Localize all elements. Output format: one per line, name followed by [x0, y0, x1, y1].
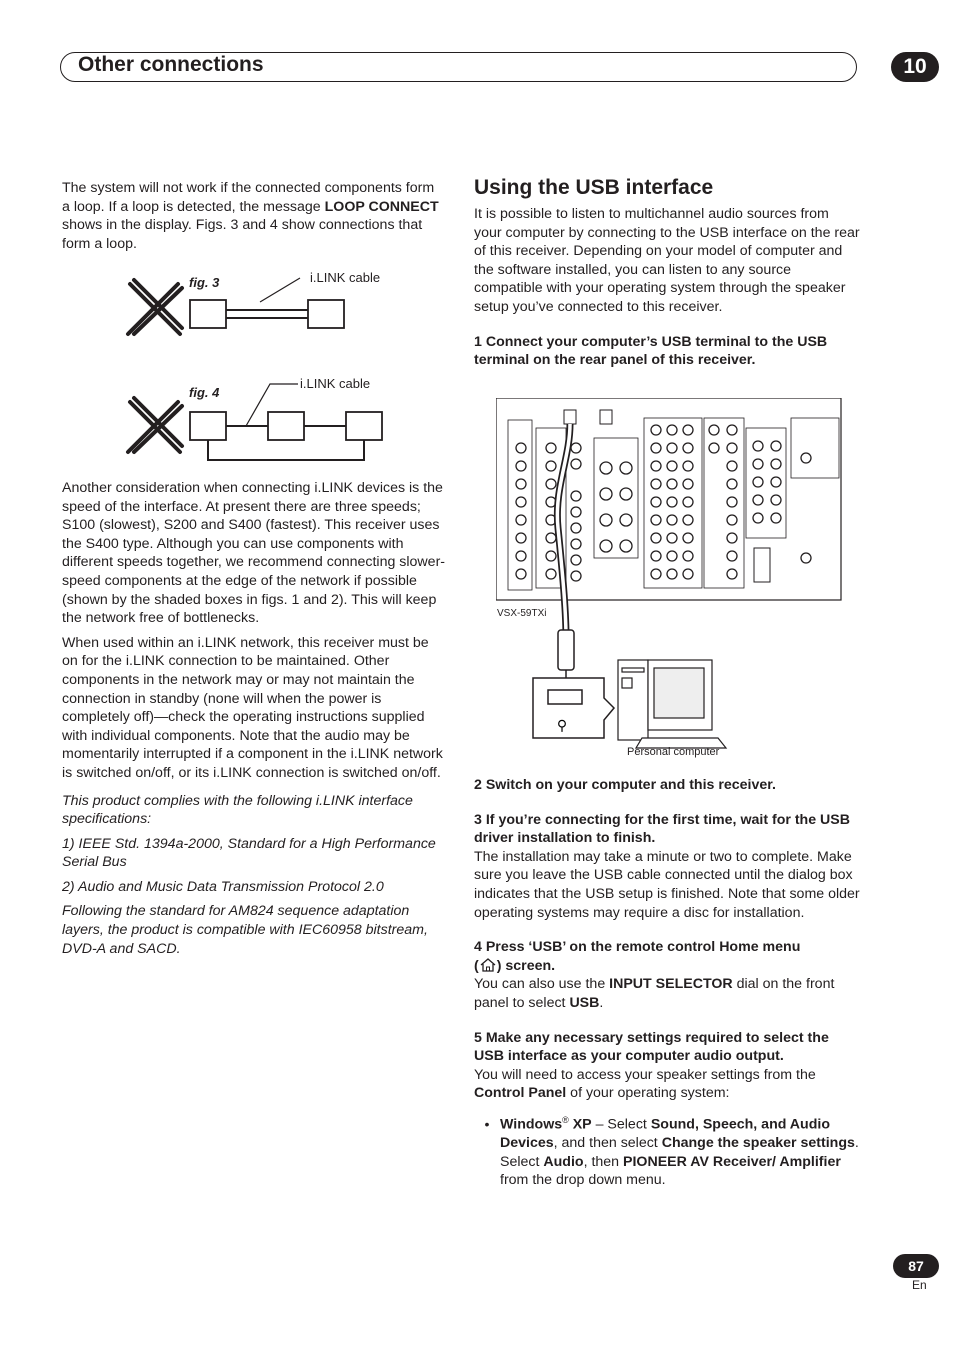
loop-paragraph: The system will not work if the connected components form a loop. If a loop is detected, the message LOOP CONNECT shows in the display. Figs. 3 and 4 show connections that form a loop.	[62, 180, 439, 252]
step-5: 5 Make any necessary settings required to select the USB interface as your computer audio output.	[474, 1029, 829, 1065]
cross-mark-icon	[128, 280, 182, 334]
language-code: En	[912, 1278, 927, 1292]
right-steps	[474, 776, 860, 1196]
step-3: 3 If you’re connecting for the first time, wait for the USB driver installation to finish.	[474, 811, 851, 847]
usb-intro: It is possible to listen to multichannel audio sources from your computer by connecting to the USB interface on the rear of this receiver. Depending on your model of computer and the software installed, you can listen to any source compatible with your operating system through the speaker setup you’ve connected to this receiver.	[474, 206, 860, 315]
usb-icon: ⚲	[556, 718, 568, 734]
component-box	[346, 412, 382, 440]
chapter-title: Other connections	[78, 53, 264, 76]
step-4: 4 Press ‘USB’ on the remote control Home menu ( ) screen.	[474, 939, 801, 974]
compliance-paragraph: This product complies with the following i.LINK interface specifications:	[62, 792, 413, 828]
right-intro	[474, 205, 860, 376]
component-box	[190, 300, 226, 328]
step-1: 1 Connect your computer’s USB terminal to the USB terminal on the rear panel of this receiver.	[474, 333, 828, 369]
am824-paragraph: Following the standard for AM824 sequence adaptation layers, the product is compatible with IEC60958 bitstream, DVD-A and SACD.	[62, 903, 428, 957]
step-5-body: You will need to access your speaker settings from the Control Panel of your operating system:	[474, 1066, 816, 1102]
spec-2: 2) Audio and Music Data Transmission Protocol 2.0	[62, 878, 384, 895]
standby-paragraph: When used within an i.LINK network, this receiver must be on for the i.LINK connection to be maintained. Other components in the network may or may not maintain the connection in standby (none will when the power is completely off)—check the operating instructions supplied with individual components. Note that the audio may be momentarily interrupted if a component in the i.LINK network is switched on/off, or its i.LINK connection is switched on/off.	[62, 634, 443, 781]
step-4-body: You can also use the INPUT SELECTOR dial on the front panel to select USB.	[474, 976, 835, 1011]
page-number: 87	[893, 1254, 939, 1278]
speed-paragraph: Another consideration when connecting i.LINK devices is the speed of the interface. At present there are three speeds; S100 (slowest), S200 and S400 (fastest). This receiver uses the S400 type. Although you can use components with different speeds together, we recommend connecting slower-speed components at the edge of the network if possible (shown by the shaded boxes in figs. 1 and 2). This will keep the network free of bottlenecks.	[62, 480, 446, 627]
fig4-label: fig. 4	[189, 385, 220, 400]
left-body	[62, 479, 446, 964]
fig4-cable-label: i.LINK cable	[300, 376, 371, 391]
fig3-cable-label: i.LINK cable	[310, 270, 381, 285]
component-box	[308, 300, 344, 328]
section-title: Using the USB interface	[474, 176, 714, 199]
pc-label: Personal computer	[627, 746, 720, 758]
spec-1: 1) IEEE Std. 1394a-2000, Standard for a High Performance Serial Bus	[62, 835, 436, 871]
personal-computer-icon	[618, 660, 726, 748]
step-2: 2 Switch on your computer and this receiver.	[474, 777, 776, 793]
chapter-number: 10	[891, 52, 939, 82]
left-intro	[62, 179, 446, 259]
component-box	[268, 412, 304, 440]
component-box	[190, 412, 226, 440]
cross-mark-icon	[128, 398, 182, 452]
usb-port-callout	[533, 678, 614, 738]
home-icon	[479, 958, 497, 972]
fig3-label: fig. 3	[189, 275, 220, 290]
usb-connection-diagram	[496, 398, 842, 766]
receiver-model-label: VSX-59TXi	[497, 608, 547, 619]
windows-xp-bullet: • Windows® XP – Select Sound, Speech, and Audio Devices, and then select Change the speaker settings. Select Audio, then PIONEER AV Receiver/ Amplifier from the drop down menu.	[484, 1114, 859, 1189]
step-3-body: The installation may take a minute or two to complete. Make sure you leave the USB cable connected until the dialog box indicates that the USB setup is finished. Note that some older operating systems may require a disc for installation.	[474, 848, 860, 921]
usb-plug	[558, 630, 574, 670]
